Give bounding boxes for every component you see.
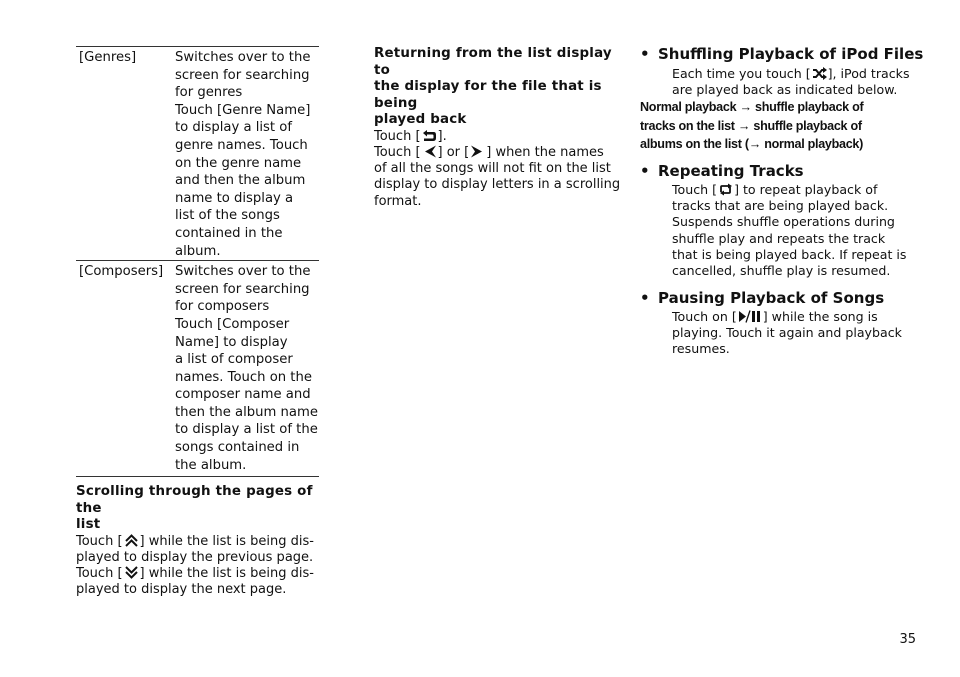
description-line: names. Touch on the (175, 369, 312, 385)
description-line: screen for searching (175, 67, 310, 83)
shuffle-heading: • Shuffling Playback of iPod Files (640, 45, 924, 63)
description-line: genre names. Touch (175, 137, 308, 153)
play-pause-icon (738, 310, 762, 323)
description-line: Switches over to the (175, 264, 311, 280)
shuffle-icon (812, 67, 827, 80)
description-line: Touch [Composer (175, 316, 290, 332)
shuffle-body: Each time you touch [ ], iPod tracks are played back as indicated below. (672, 66, 910, 98)
scroll-up-icon (124, 534, 139, 547)
table-row (76, 46, 319, 260)
description-line: then the album name (175, 404, 318, 420)
next-icon (470, 145, 485, 158)
previous-icon (422, 145, 437, 158)
description-line: for genres (175, 85, 243, 101)
repeat-body: Touch [ ] to repeat playback of tracks that are being played back. Suspends shuffle operations during shuffle play and repeats the track that is being played back. If repeat is cancelled, shuffle play is resumed. (672, 182, 907, 279)
scrolling-section: Scrolling through the pages of the list Touch [ ] while the list is being dis- played to display the previous page. Touch [ ] while the list is being dis- played to display the next page. (76, 484, 326, 599)
pause-heading: • Pausing Playback of Songs (640, 289, 885, 307)
shuffle-sequence: Normal playback → shuffle playback of tracks on the list → shuffle playback of albums on the list (→ normal playback) (640, 100, 864, 151)
pause-body: Touch on [ ] while the song is playing. Touch it again and playback resumes. (672, 309, 902, 357)
scrolling-heading: Scrolling through the pages of the list (76, 484, 313, 532)
table-key: [Composers] (79, 264, 164, 280)
description-line: songs contained in (175, 440, 300, 456)
table-key: [Genres] (79, 50, 137, 65)
returning-heading: Returning from the list display to the display for the file that is being played back (374, 46, 612, 127)
description-line: Switches over to the (175, 50, 311, 65)
description-line: name to display a (175, 190, 294, 206)
description-line: on the genre name (175, 155, 302, 171)
page-number: 35 (899, 632, 916, 647)
description-line: album. (175, 243, 221, 259)
return-icon (422, 129, 437, 142)
description-line: list of the songs (175, 208, 280, 224)
description-line: the album. (175, 457, 247, 473)
returning-section: Returning from the list display to the display for the file that is being played back Touch [ ]. Touch [ ] or [ ] when the names of all the songs will not fit on the list display to display letters in a scrolling format. (374, 46, 624, 210)
description-line: Name] to display (175, 334, 288, 350)
description-line: to display a list of (175, 120, 292, 136)
description-line: for composers (175, 299, 270, 315)
table-description (175, 263, 319, 474)
description-line: a list of composer (175, 352, 293, 368)
info-table (76, 46, 319, 477)
repeat-icon (718, 183, 733, 196)
description-line: to display a list of the (175, 422, 318, 438)
table-description (175, 49, 319, 260)
description-line: and then the album (175, 173, 306, 189)
description-line: Touch [Genre Name] (175, 102, 311, 118)
repeat-heading: • Repeating Tracks (640, 162, 804, 180)
description-line: contained in the (175, 225, 283, 241)
description-line: screen for searching (175, 281, 310, 297)
table-row (76, 260, 319, 477)
scroll-down-icon (124, 566, 139, 579)
description-line: composer name and (175, 387, 311, 403)
